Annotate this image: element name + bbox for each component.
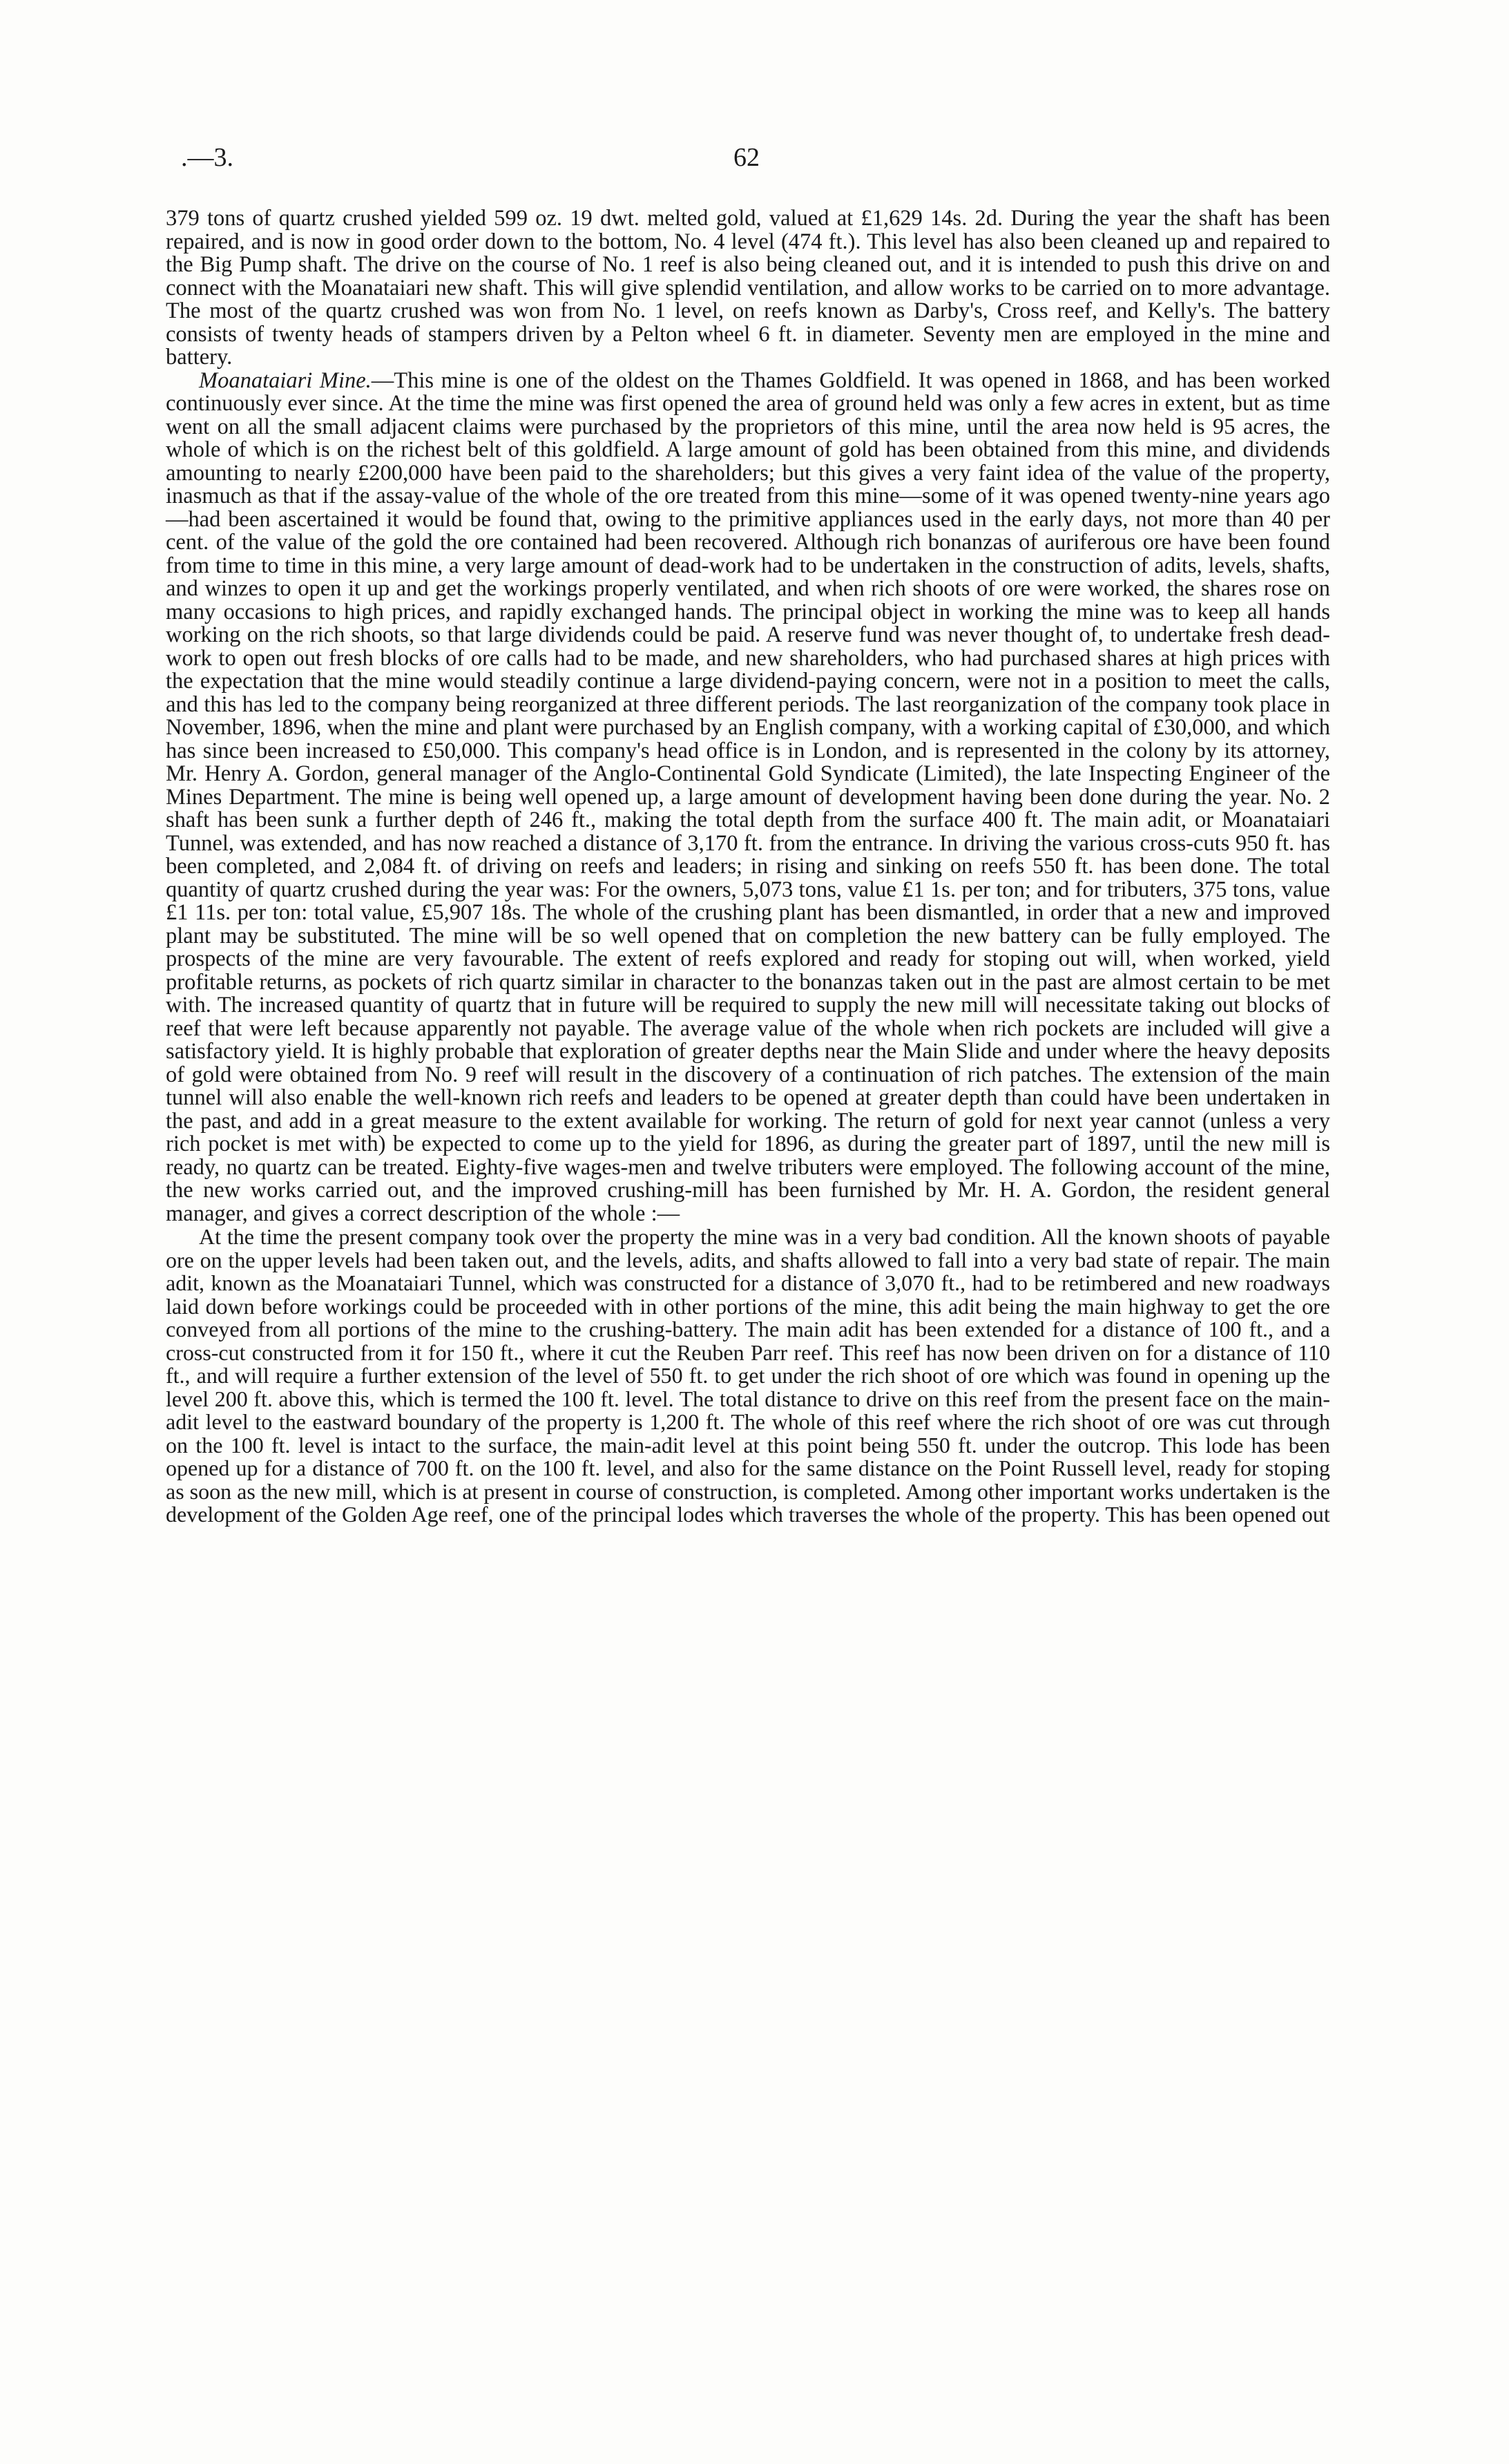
paragraph-moanataiari-mine [166, 367, 1330, 1226]
paragraph-manager-account [166, 1225, 1330, 1527]
body-text [166, 207, 1330, 1527]
page-number: 62 [733, 143, 760, 172]
page-header [181, 142, 1345, 177]
paragraph-continuation [166, 207, 1330, 370]
paragraph-text: —This mine is one of the oldest on the Thames Goldfield. It was opened in 1868, and has been worked continuously ever since. At the time the mine was first opened the area of ground held was only a few acres in extent, but as time went on all the small adjacent claims were purchased by the proprietors of this mine, until the area now held is 95 acres, the whole of which is on the richest belt of this goldfield. A large amount of gold has been obtained from this mine, and dividends amounting to nearly £200,000 have been paid to the shareholders; but this gives a very faint idea of the value of the property, inasmuch as that if the assay-value of the whole of the ore treated from this mine—some of it was opened twenty-nine years ago—had been ascertained it would be found that, owing to the primitive appliances used in the early days, not more than 40 per cent. of the value of the gold the ore contained had been recovered. Although rich bonanzas of auriferous ore have been found from time to time in this mine, a very large amount of dead-work had to be undertaken in the construction of adits, levels, shafts, and winzes to open it up and get the workings properly ventilated, and when rich shoots of ore were worked, the shares rose on many occasions to high prices, and rapidly exchanged hands. The principal object in working the mine was to keep all hands working on the rich shoots, so that large dividends could be paid. A reserve fund was never thought of, to undertake fresh dead-work to open out fresh blocks of ore calls had to be made, and new shareholders, who had purchased shares at high prices with the expectation that the mine would steadily continue a large dividend-paying concern, were not in a position to meet the calls, and this has led to the company being reorganized at three different periods. The last reorganization of the company took place in November, 1896, when the mine and plant were purchased by an English company, with a working capital of £30,000, and which has since been increased to £50,000. This company's head office is in London, and is represented in the colony by its attorney, Mr. Henry A. Gordon, general manager of the Anglo-Continental Gold Syndicate (Limited), the late Inspecting Engineer of the Mines Department. The mine is being well opened up, a large amount of development having been done during the year. No. 2 shaft has been sunk a further depth of 246 ft., making the total depth from the surface 400 ft. The main adit, or Moanataiari Tunnel, was extended, and has now reached a distance of 3,170 ft. from the entrance. In driving the various cross-cuts 950 ft. has been completed, and 2,084 ft. of driving on reefs and leaders; in rising and sinking on reefs 550 ft. has been done. The total quantity of quartz crushed during the year was: For the owners, 5,073 tons, value £1 1s. per ton; and for tributers, 375 tons, value £1 11s. per ton: total value, £5,907 18s. The whole of the crushing plant has been dismantled, in order that a new and improved plant may be substituted. The mine will be so well opened that on completion the new battery can be fully employed. The prospects of the mine are very favourable. The extent of reefs explored and ready for stoping out will, when worked, yield profitable returns, as pockets of rich quartz similar in character to the bonanzas taken out in the past are almost certain to be met with. The increased quantity of quartz that in future will be required to supply the new mill will necessitate taking out blocks of reef that were left because apparently not payable. The average value of the whole when rich pockets are included will give a satisfactory yield. It is highly probable that exploration of greater depths near the Main Slide and under where the heavy deposits of gold were obtained from No. 9 reef will result in the discovery of a continuation of rich patches. The extension of the main tunnel will also enable the well-known rich reefs and leaders to be opened at greater depth than could have been undertaken in the past, and add in a great measure to the extent available for working. The return of gold for next year cannot (unless a very rich pocket is met with) be expected to come up to the yield for 1896, as during the greater part of 1897, until the new mill is ready, no quartz can be treated. Eighty-five wages-men and twelve tributers were employed. The following account of the mine, the new works carried out, and the improved crushing-mill has been furnished by Mr. H. A. Gordon, the resident general manager, and gives a correct description of the whole :— [166, 367, 1330, 1226]
paragraph-text: 379 tons of quartz crushed yielded 599 oz. 19 dwt. melted gold, valued at £1,629 14s. 2d. During the year the shaft has been repaired, and is now in good order down to the bottom, No. 4 level (474 ft.). This level has also been cleaned up and repaired to the Big Pump shaft. The drive on the course of No. 1 reef is also being cleaned out, and it is intended to push this drive on and connect with the Moanataiari new shaft. This will give splendid ventilation, and allow works to be carried on to more advantage. The most of the quartz crushed was won from No. 1 level, on reefs known as Darby's, Cross reef, and Kelly's. The battery consists of twenty heads of stampers driven by a Pelton wheel 6 ft. in diameter. Seventy men are employed in the mine and battery. [166, 206, 1330, 370]
paragraph-text: At the time the present company took over the property the mine was in a very bad condition. All the known shoots of payable ore on the upper levels had been taken out, and the levels, adits, and shafts allowed to fall into a very bad state of repair. The main adit, known as the Moanataiari Tunnel, which was constructed for a distance of 3,070 ft., had to be retimbered and new roadways laid down before workings could be proceeded with in other portions of the mine, this adit being the main highway to get the ore conveyed from all portions of the mine to the crushing-battery. The main adit has been extended for a distance of 100 ft., and a cross-cut constructed from it for 150 ft., where it cut the Reuben Parr reef. This reef has now been driven on for a distance of 110 ft., and will require a further extension of the level of 550 ft. to get under the rich shoot of ore which was found in opening up the level 200 ft. above this, which is termed the 100 ft. level. The total distance to drive on this reef from the present face on the main-adit level to the eastward boundary of the property is 1,200 ft. The whole of this reef where the rich shoot of ore was cut through on the 100 ft. level is intact to the surface, the main-adit level at this point being 550 ft. under the outcrop. This lode has been opened up for a distance of 700 ft. on the 100 ft. level, and also for the same distance on the Point Russell level, ready for stoping as soon as the new mill, which is at present in course of construction, is completed. Among other important works undertaken is the development of the Golden Age reef, one of the principal lodes which traverses the whole of the property. This has been opened out [166, 1224, 1330, 1527]
mine-name-heading: Moanataiari Mine. [199, 367, 372, 393]
document-reference: .—3. [181, 143, 233, 172]
